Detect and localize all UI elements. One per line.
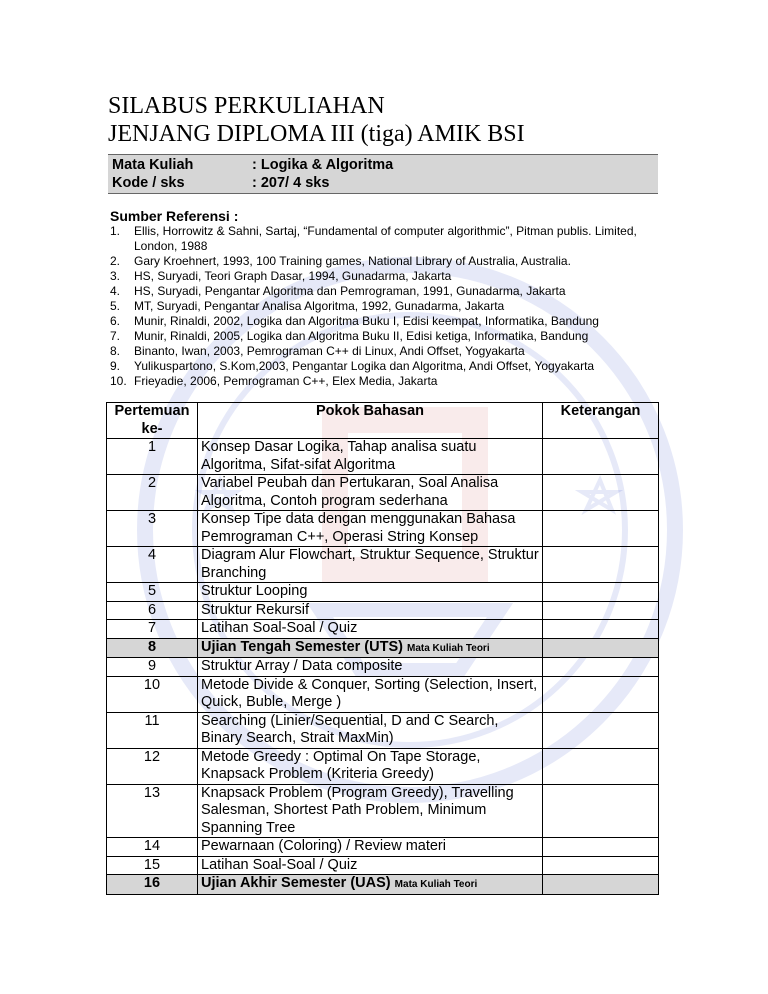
- reference-text: MT, Suryadi, Pengantar Analisa Algoritma, 1992, Gunadarma, Jakarta: [134, 299, 505, 313]
- reference-number: 10.: [110, 374, 127, 388]
- topic-note-small: Mata Kuliah Teori: [394, 879, 478, 890]
- notes-cell: [543, 784, 659, 838]
- reference-number: 3.: [110, 269, 121, 283]
- topic-cell: [198, 620, 543, 639]
- reference-item: [110, 254, 670, 269]
- topic-cell: [198, 511, 543, 547]
- schedule-row: [107, 676, 659, 712]
- schedule-table: [106, 402, 659, 895]
- notes-cell: [543, 511, 659, 547]
- schedule-row: [107, 547, 659, 583]
- topic-cell: [198, 638, 543, 658]
- notes-cell: [543, 838, 659, 857]
- meeting-number: 3: [107, 511, 198, 547]
- meeting-number: 16: [107, 875, 198, 895]
- topic-cell: [198, 875, 543, 895]
- schedule-row: [107, 838, 659, 857]
- topic-text: Struktur Looping: [201, 583, 308, 599]
- reference-number: 8.: [110, 344, 121, 358]
- topic-text: Struktur Array / Data composite: [201, 658, 403, 674]
- schedule-row: [107, 748, 659, 784]
- references-list: [110, 224, 670, 389]
- meeting-number: 14: [107, 838, 198, 857]
- reference-number: 4.: [110, 284, 121, 298]
- meeting-number: 2: [107, 475, 198, 511]
- reference-text: Binanto, Iwan, 2003, Pemrograman C++ di Linux, Andi Offset, Yogyakarta: [134, 344, 525, 358]
- notes-cell: [543, 583, 659, 602]
- topic-text: Ujian Tengah Semester (UTS): [201, 638, 403, 655]
- topic-cell: [198, 658, 543, 677]
- topic-cell: [198, 601, 543, 620]
- topic-text: Diagram Alur Flowchart, Struktur Sequence, Struktur Branching: [201, 547, 539, 581]
- schedule-row: [107, 511, 659, 547]
- exam-row: [107, 875, 659, 895]
- course-name-value: : Logika & Algoritma: [252, 157, 394, 173]
- topic-cell: [198, 439, 543, 475]
- schedule-row: [107, 784, 659, 838]
- topic-cell: [198, 856, 543, 875]
- schedule-row: [107, 856, 659, 875]
- notes-cell: [543, 676, 659, 712]
- schedule-row: [107, 712, 659, 748]
- schedule-row: [107, 439, 659, 475]
- topic-text: Knapsack Problem (Program Greedy), Travelling Salesman, Shortest Path Problem, Minimum Spanning Tree: [201, 784, 514, 836]
- notes-cell: [543, 475, 659, 511]
- reference-number: 1.: [110, 224, 121, 238]
- reference-item: [110, 359, 670, 374]
- meeting-number: 11: [107, 712, 198, 748]
- topic-text: Ujian Akhir Semester (UAS): [201, 875, 391, 891]
- reference-item: [110, 329, 670, 344]
- reference-text: Frieyadie, 2006, Pemrograman C++, Elex Media, Jakarta: [134, 374, 438, 388]
- meeting-number: 8: [107, 638, 198, 658]
- notes-cell: [543, 547, 659, 583]
- topic-cell: [198, 583, 543, 602]
- topic-text: Variabel Peubah dan Pertukaran, Soal Analisa Algoritma, Contoh program sederhana: [201, 475, 499, 509]
- topic-cell: [198, 475, 543, 511]
- reference-item: [110, 344, 670, 359]
- reference-text: Yulikuspartono, S.Kom,2003, Pengantar Logika dan Algoritma, Andi Offset, Yogyakarta: [134, 359, 595, 373]
- topic-text: Latihan Soal-Soal / Quiz: [201, 856, 358, 873]
- notes-cell: [543, 658, 659, 677]
- meeting-number: 6: [107, 601, 198, 620]
- notes-cell: [543, 601, 659, 620]
- meeting-number: 1: [107, 439, 198, 475]
- topic-text: Struktur Rekursif: [201, 601, 309, 618]
- reference-number: 2.: [110, 254, 121, 268]
- topic-text: Metode Divide & Conquer, Sorting (Selection, Insert, Quick, Buble, Merge ): [201, 676, 538, 710]
- notes-cell: [543, 748, 659, 784]
- references-heading: Sumber Referensi :: [110, 208, 239, 224]
- notes-cell: [543, 712, 659, 748]
- topic-note-small: Mata Kuliah Teori: [407, 642, 490, 654]
- topic-text: Konsep Dasar Logika, Tahap analisa suatu Algoritma, Sifat-sifat Algoritma: [201, 439, 477, 473]
- topic-text: Metode Greedy : Optimal On Tape Storage, Knapsack Problem (Kriteria Greedy): [201, 748, 481, 782]
- notes-cell: [543, 439, 659, 475]
- topic-cell: [198, 676, 543, 712]
- meeting-number: 12: [107, 748, 198, 784]
- reference-text: HS, Suryadi, Pengantar Algoritma dan Pemrograman, 1991, Gunadarma, Jakarta: [134, 284, 566, 298]
- reference-number: 6.: [110, 314, 121, 328]
- notes-cell: [543, 856, 659, 875]
- reference-text: Ellis, Horrowitz & Sahni, Sartaj, “Fundamental of computer algorithmic”, Pitman publis. Limited, London, 1988: [134, 224, 637, 253]
- topic-cell: [198, 784, 543, 838]
- meeting-number: 7: [107, 620, 198, 639]
- reference-number: 7.: [110, 329, 121, 343]
- document-title-line-1: SILABUS PERKULIAHAN: [108, 93, 385, 119]
- topic-cell: [198, 748, 543, 784]
- notes-cell: [543, 638, 659, 658]
- reference-item: [110, 269, 670, 284]
- meeting-number: 5: [107, 583, 198, 602]
- reference-item: [110, 284, 670, 299]
- topic-text: Searching (Linier/Sequential, D and C Search, Binary Search, Strait MaxMin): [201, 712, 499, 746]
- course-code-value: : 207/ 4 sks: [252, 175, 330, 191]
- course-info-box: [108, 154, 658, 194]
- meeting-number: 15: [107, 856, 198, 875]
- header-meeting: Pertemuan ke-: [107, 403, 198, 439]
- schedule-row: [107, 601, 659, 620]
- schedule-row: [107, 620, 659, 639]
- notes-cell: [543, 620, 659, 639]
- topic-text: Pewarnaan (Coloring) / Review materi: [201, 838, 446, 854]
- topic-cell: [198, 547, 543, 583]
- schedule-header-row: [107, 403, 659, 439]
- reference-item: [110, 374, 670, 389]
- topic-text: Latihan Soal-Soal / Quiz: [201, 620, 358, 636]
- meeting-number: 10: [107, 676, 198, 712]
- topic-cell: [198, 838, 543, 857]
- reference-text: Munir, Rinaldi, 2005, Logika dan Algoritma Buku II, Edisi ketiga, Informatika, Bandung: [134, 329, 589, 343]
- exam-row: [107, 638, 659, 658]
- notes-cell: [543, 875, 659, 895]
- schedule-body: [107, 439, 659, 895]
- document-title-line-2: JENJANG DIPLOMA III (tiga) AMIK BSI: [108, 121, 525, 147]
- schedule-row: [107, 475, 659, 511]
- reference-item: [110, 314, 670, 329]
- schedule-row: [107, 583, 659, 602]
- reference-number: 5.: [110, 299, 121, 313]
- schedule-row: [107, 658, 659, 677]
- header-notes: Keterangan: [543, 403, 659, 439]
- meeting-number: 4: [107, 547, 198, 583]
- topic-cell: [198, 712, 543, 748]
- meeting-number: 13: [107, 784, 198, 838]
- reference-text: HS, Suryadi, Teori Graph Dasar, 1994, Gunadarma, Jakarta: [134, 269, 452, 283]
- reference-text: Munir, Rinaldi, 2002, Logika dan Algoritma Buku I, Edisi keempat, Informatika, Bandung: [134, 314, 599, 328]
- meeting-number: 9: [107, 658, 198, 677]
- topic-text: Konsep Tipe data dengan menggunakan Bahasa Pemrograman C++, Operasi String Konsep: [201, 511, 516, 545]
- course-name-label: Mata Kuliah: [112, 157, 194, 173]
- course-code-label: Kode / sks: [112, 175, 185, 191]
- reference-number: 9.: [110, 359, 121, 373]
- reference-item: [110, 299, 670, 314]
- reference-text: Gary Kroehnert, 1993, 100 Training games, National Library of Australia, Australia.: [134, 254, 571, 268]
- header-topic: Pokok Bahasan: [198, 403, 543, 439]
- reference-item: [110, 224, 670, 254]
